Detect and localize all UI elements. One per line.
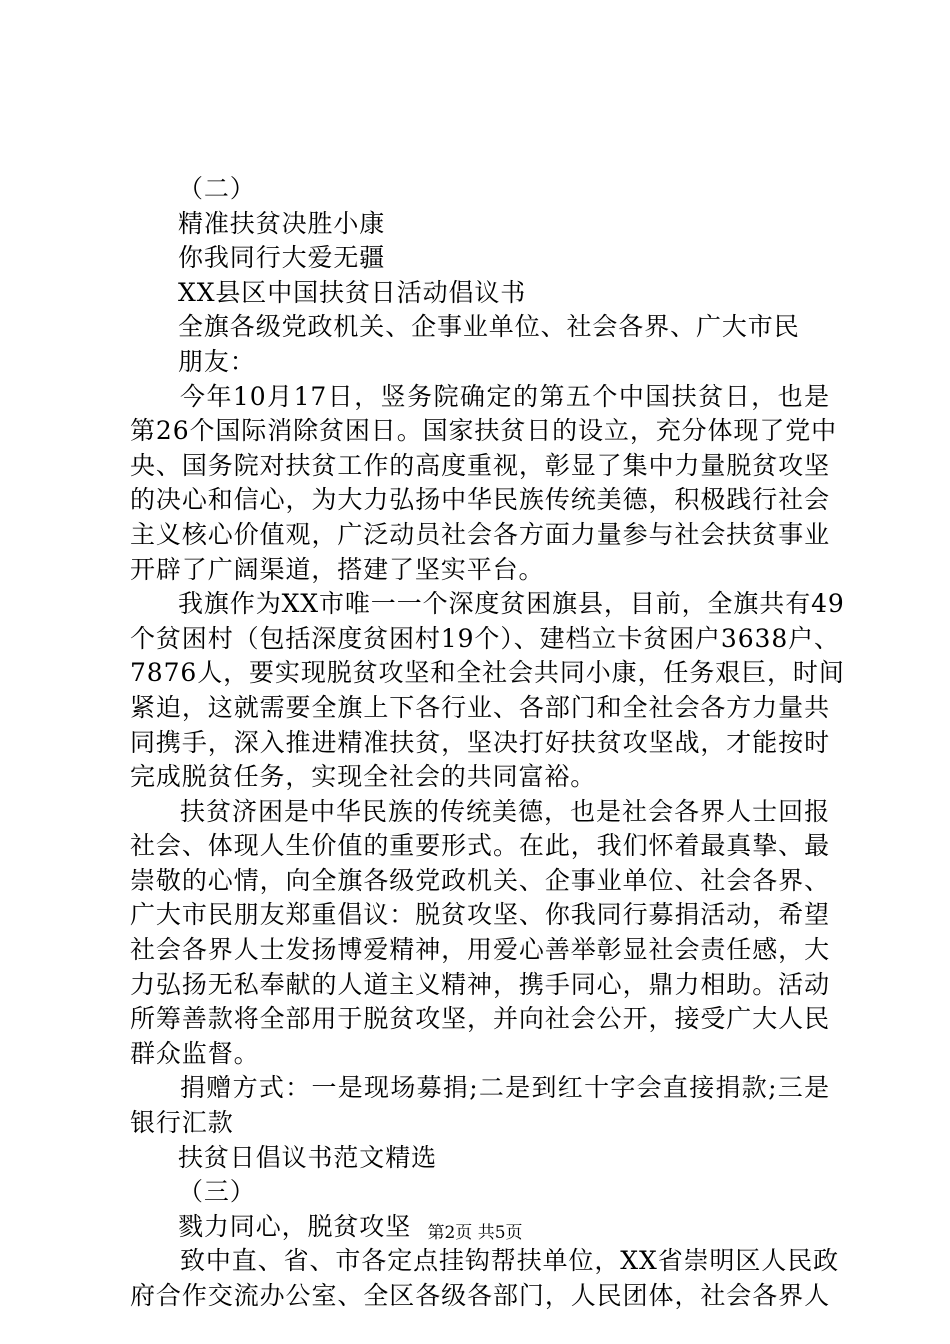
- text-line: 主义核心价值观，广泛动员社会各方面力量参与社会扶贫事业: [130, 519, 830, 549]
- text-line: 精准扶贫决胜小康: [178, 208, 386, 238]
- text-line: 广大市民朋友郑重倡议：脱贫攻坚、你我同行募捐活动，希望: [130, 900, 830, 930]
- text-line: 群众监督。: [130, 1038, 260, 1068]
- text-line: 戮力同心，脱贫攻坚: [178, 1211, 412, 1241]
- text-line: 个贫困村（包括深度贫困村19个）、建档立卡贫困户3638户、: [130, 623, 840, 653]
- text-line: 全旗各级党政机关、企事业单位、社会各界、广大市民: [178, 312, 800, 342]
- text-line: 你我同行大爱无疆: [178, 243, 386, 273]
- text-line: 第26个国际消除贫困日。国家扶贫日的设立，充分体现了党中: [130, 416, 838, 446]
- text-line: 致中直、省、市各定点挂钩帮扶单位，XX省崇明区人民政: [180, 1246, 839, 1276]
- text-line: 府合作交流办公室、全区各级各部门，人民团体，社会各界人: [130, 1281, 830, 1310]
- text-line: 崇敬的心情，向全旗各级党政机关、企事业单位、社会各界、: [130, 865, 830, 895]
- text-line: 所筹善款将全部用于脱贫攻坚，并向社会公开，接受广大人民: [130, 1004, 830, 1034]
- text-line: 紧迫，这就需要全旗上下各行业、各部门和全社会各方力量共: [130, 692, 830, 722]
- text-line: 朋友：: [178, 346, 256, 376]
- text-line: 捐赠方式：一是现场募捐;二是到红十字会直接捐款;三是: [180, 1073, 830, 1103]
- text-line: （三）: [178, 1177, 256, 1207]
- text-line: 社会各界人士发扬博爱精神，用爱心善举彰显社会责任感，大: [130, 935, 830, 965]
- text-line: 力弘扬无私奉献的人道主义精神，携手同心，鼎力相助。活动: [130, 969, 830, 999]
- text-line: 的决心和信心，为大力弘扬中华民族传统美德，积极践行社会: [130, 485, 830, 515]
- text-line: 社会、体现人生价值的重要形式。在此，我们怀着最真挚、最: [130, 831, 830, 861]
- text-line: 同携手，深入推进精准扶贫，坚决打好扶贫攻坚战，才能按时: [130, 727, 830, 757]
- text-line: 7876人，要实现脱贫攻坚和全社会共同小康，任务艰巨，时间: [130, 658, 845, 688]
- text-line: 开辟了广阔渠道，搭建了坚实平台。: [130, 554, 545, 584]
- page-footer: 第2页 共5页: [427, 1223, 523, 1243]
- document-body: [130, 172, 845, 1314]
- text-line: （二）: [178, 174, 256, 203]
- text-line: XX县区中国扶贫日活动倡议书: [178, 277, 527, 307]
- text-line: 我旗作为XX市唯一一个深度贫困旗县，目前，全旗共有49: [178, 589, 845, 619]
- text-line: 央、国务院对扶贫工作的高度重视，彰显了集中力量脱贫攻坚: [130, 450, 830, 480]
- text-line: 今年10月17日，竖务院确定的第五个中国扶贫日，也是: [180, 381, 830, 411]
- text-line: 银行汇款: [130, 1108, 234, 1138]
- text-line: 扶贫日倡议书范文精选: [178, 1142, 438, 1172]
- text-line: 扶贫济困是中华民族的传统美德，也是社会各界人士回报: [180, 796, 830, 826]
- text-line: 完成脱贫任务，实现全社会的共同富裕。: [130, 762, 597, 792]
